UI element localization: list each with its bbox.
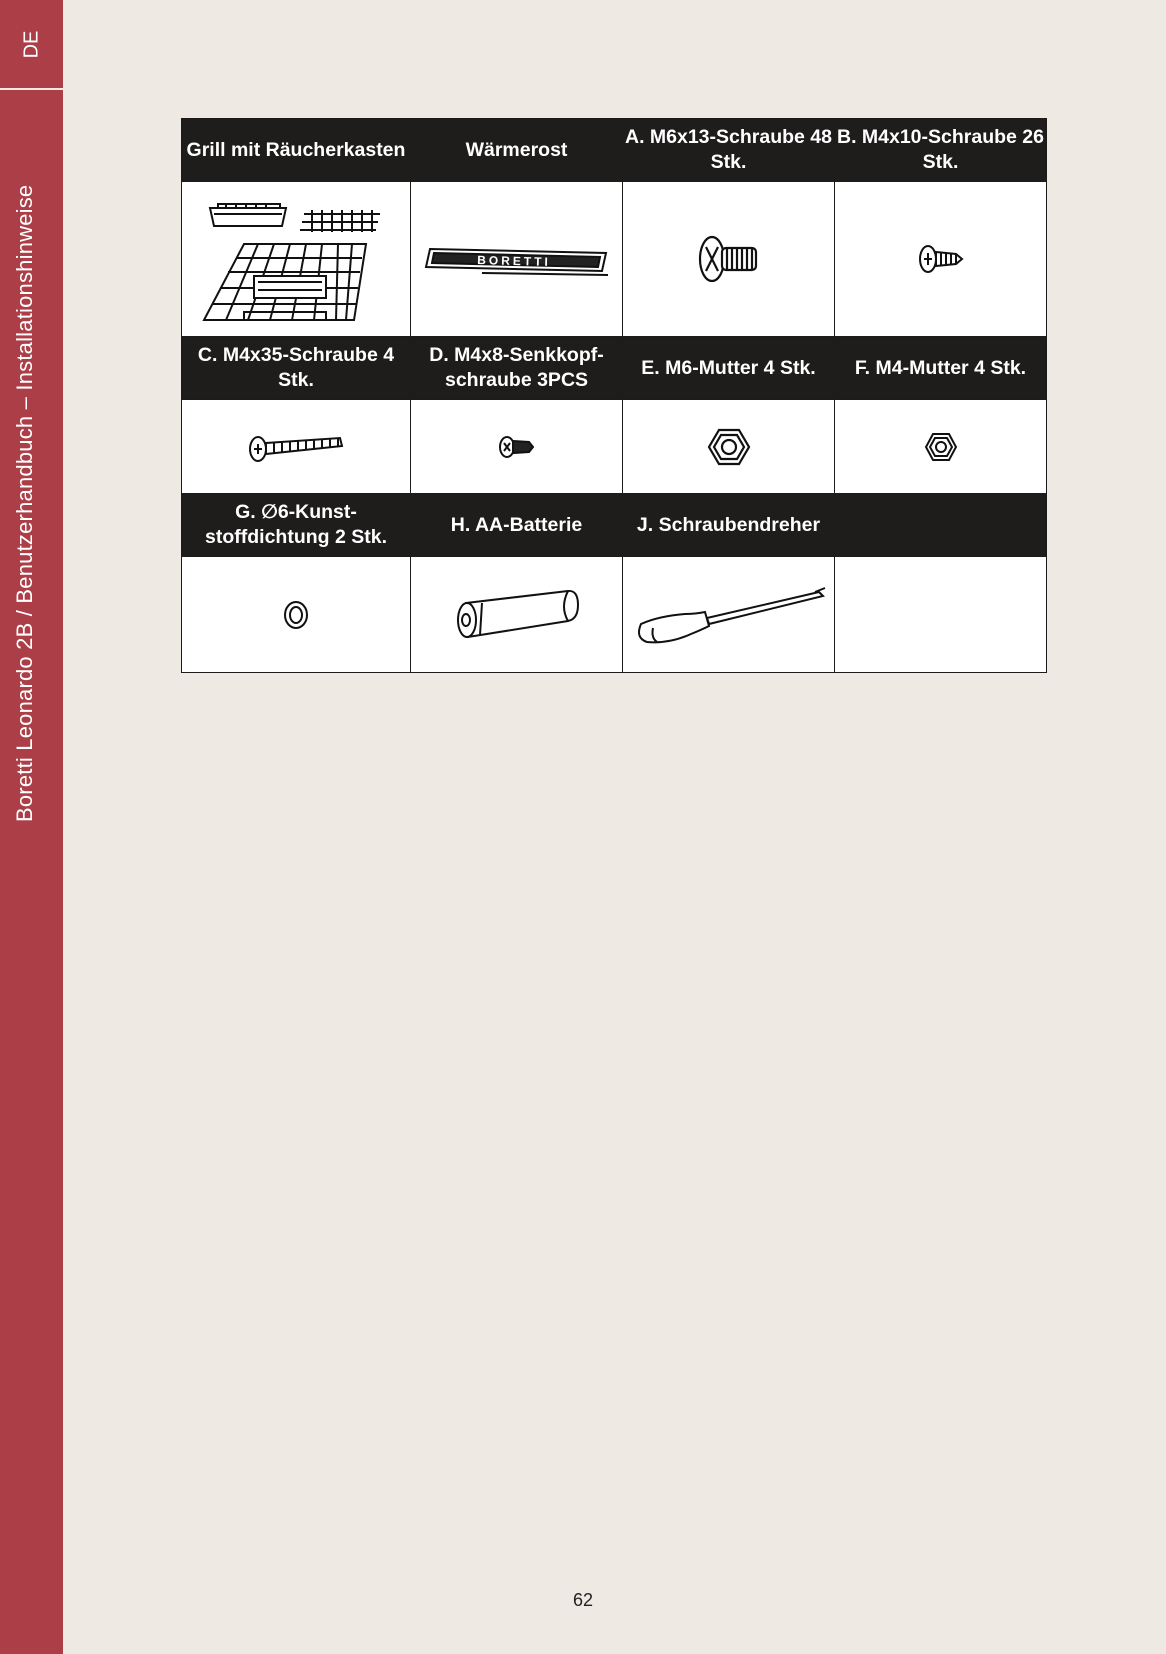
part-label-h: H. AA-Batterie (411, 494, 623, 557)
part-label-e: E. M6-Mutter 4 Stk. (623, 337, 835, 400)
part-label-b: B. M4x10-Schraube 26 Stk. (835, 119, 1047, 182)
part-label-f: F. M4-Mutter 4 Stk. (835, 337, 1047, 400)
part-label-j: J. Schraubendreher (623, 494, 835, 557)
parts-table (181, 118, 1047, 673)
page-number: 62 (572, 1590, 594, 1610)
part-label-a: A. M6x13-Schraube 48 Stk. (623, 119, 835, 182)
part-image-cell (411, 182, 623, 337)
part-label-g: G. ∅6-Kunst-stoffdichtung 2 Stk. (182, 494, 411, 557)
part-image-cell (411, 557, 623, 673)
part-label-d: D. M4x8-Senkkopf-schraube 3PCS (411, 337, 623, 400)
warming-rack-icon (422, 239, 612, 279)
part-image-cell (623, 557, 835, 673)
screw-m6x13-icon (694, 229, 764, 289)
sidebar (0, 0, 63, 1654)
grill-with-smoker-box-icon (196, 192, 396, 327)
countersunk-screw-m4x8-icon (497, 432, 537, 462)
language-label: DE (19, 30, 42, 58)
aa-battery-icon (452, 585, 582, 645)
part-image-cell (182, 557, 411, 673)
part-image-cell (835, 182, 1047, 337)
nut-m4-icon (924, 431, 958, 463)
screw-m4x35-icon (246, 430, 346, 464)
part-image-cell (623, 182, 835, 337)
part-image-cell (623, 400, 835, 494)
part-label-grill: Grill mit Räucherkasten (182, 119, 411, 182)
part-label-c: C. M4x35-Schraube 4 Stk. (182, 337, 411, 400)
screw-m4x10-icon (916, 239, 966, 279)
part-image-cell (411, 400, 623, 494)
screwdriver-icon (629, 580, 829, 650)
plastic-washer-icon (281, 598, 311, 632)
part-image-cell (182, 182, 411, 337)
language-tab (0, 0, 63, 90)
part-image-cell-empty (835, 557, 1047, 673)
part-image-cell (835, 400, 1047, 494)
part-label-warming-rack: Wärmerost (411, 119, 623, 182)
part-image-cell (182, 400, 411, 494)
svg-text:BORETTI: BORETTI (476, 253, 551, 269)
nut-m6-icon (707, 427, 751, 467)
document-title: Boretti Leonardo 2B / Benutzerhandbuch – Installationshinweise (12, 184, 37, 822)
part-label-empty (835, 494, 1047, 557)
